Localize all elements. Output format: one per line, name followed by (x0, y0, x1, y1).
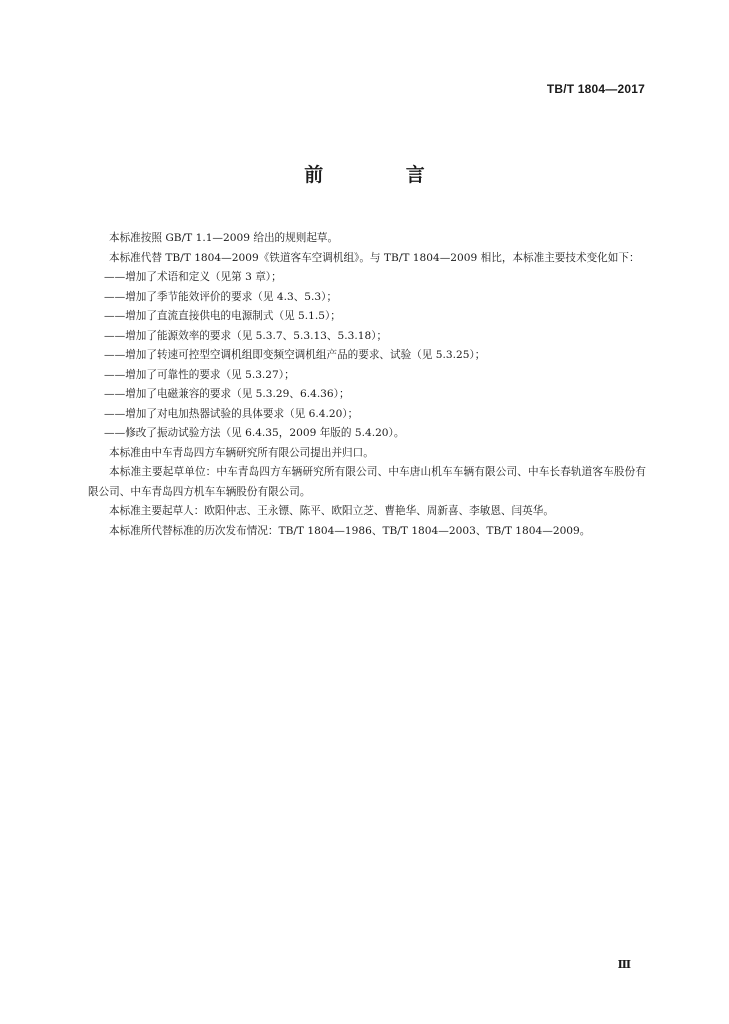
change-item: ——增加了可靠性的要求（见 5.3.27）； (104, 368, 295, 381)
foreword-body (88, 229, 646, 541)
change-item: ——增加了转速可控型空调机组即变频空调机组产品的要求、试验（见 5.3.25）； (104, 349, 486, 361)
paragraph-replacement: 本标准代替 TB/T 1804—2009《铁道客车空调机组》。与 TB/T 1804—2009 相比，本标准主要技术变化如下： (109, 251, 640, 264)
change-item: ——增加了电磁兼容的要求（见 5.3.29、6.4.36）； (104, 388, 350, 400)
change-item: ——增加了对电加热器试验的具体要求（见 6.4.20）； (104, 407, 359, 420)
paragraph-drafting-rules: 本标准按照 GB/T 1.1—2009 给出的规则起草。 (109, 232, 339, 244)
standard-code: TB/T 1804—2017 (546, 82, 645, 96)
page-title: 前 言 (304, 164, 463, 186)
paragraph-drafting-units: 本标准主要起草单位：中车青岛四方车辆研究所有限公司、中车唐山机车车辆有限公司、中车长春轨道客车股份有限公司、中车青岛四方机车车辆股份有限公司。 (88, 466, 646, 498)
page-number: Ⅲ (617, 958, 631, 971)
paragraph-drafters: 本标准主要起草人：欧阳仲志、王永镖、陈平、欧阳立芝、曹艳华、周新喜、李敏恩、闫英华。 (109, 505, 554, 517)
paragraph-proposer: 本标准由中车青岛四方车辆研究所有限公司提出并归口。 (109, 446, 374, 459)
change-item: ——修改了振动试验方法（见 6.4.35，2009 年版的 5.4.20）。 (104, 427, 405, 439)
change-item: ——增加了直流直接供电的电源制式（见 5.1.5）； (104, 310, 341, 322)
change-item: ——增加了季节能效评价的要求（见 4.3、5.3）； (104, 290, 338, 303)
paragraph-history: 本标准所代替标准的历次发布情况：TB/T 1804—1986、TB/T 1804—2003、TB/T 1804—2009。 (109, 524, 591, 537)
change-item: ——增加了术语和定义（见第 3 章）； (104, 271, 282, 283)
change-item: ——增加了能源效率的要求（见 5.3.7、5.3.13、5.3.18）； (104, 329, 388, 342)
